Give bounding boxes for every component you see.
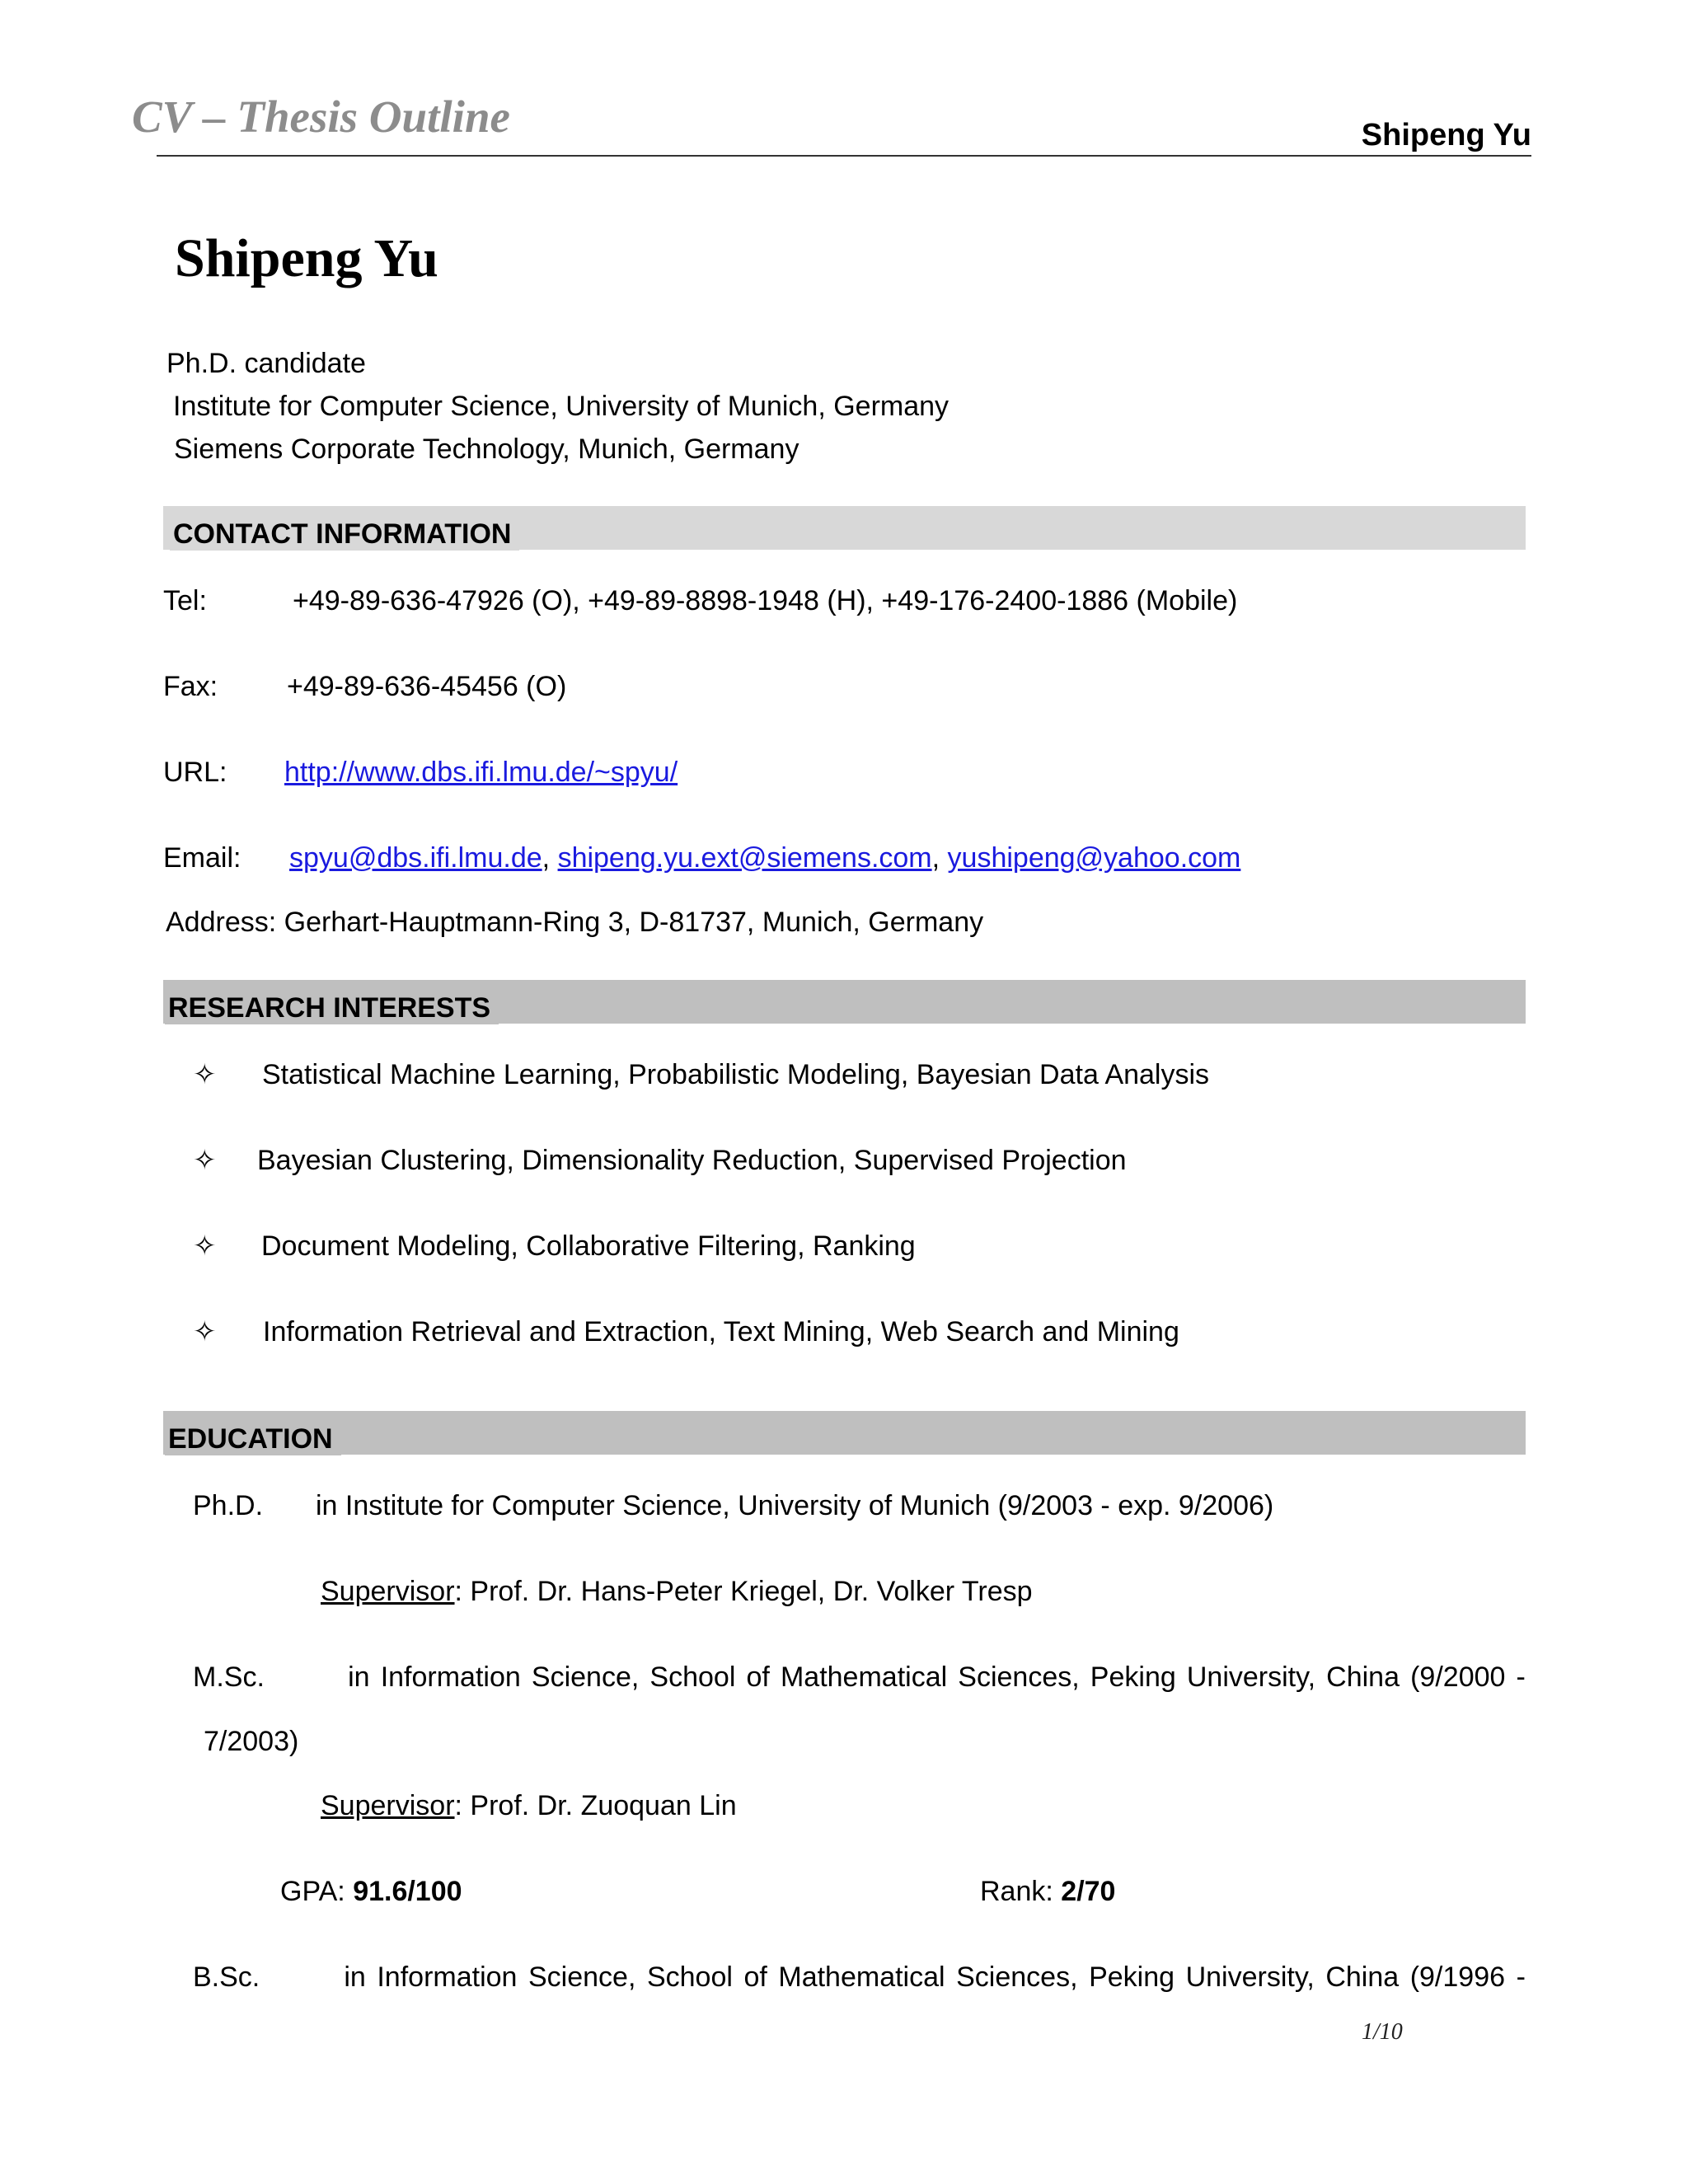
degree-spacer — [275, 1661, 337, 1694]
msc-word: Peking — [1090, 1661, 1176, 1693]
rank-label: Rank: — [980, 1876, 1053, 1907]
rank-line — [980, 1875, 1115, 1908]
msc-word: University, — [1186, 1661, 1316, 1693]
bsc-word: (9/1996 — [1409, 1961, 1506, 1993]
phd-degree: Ph.D. — [193, 1490, 264, 1521]
phd-supervisor-line — [321, 1575, 1033, 1608]
msc-word: - — [1516, 1661, 1526, 1693]
email-label: Email: — [163, 842, 241, 874]
gpa-line — [280, 1875, 462, 1908]
bsc-word: Information — [377, 1961, 518, 1993]
supervisor-colon: : — [454, 1576, 462, 1607]
phd-text: in Institute for Computer Science, University of Munich (9/2003 - exp. 9/2006) — [316, 1490, 1274, 1521]
email-separator: , — [542, 842, 551, 874]
research-item: Bayesian Clustering, Dimensionality Reduction, Supervised Projection — [257, 1145, 1127, 1176]
msc-supervisor-line — [321, 1789, 737, 1822]
supervisor-label: Supervisor — [321, 1790, 455, 1821]
msc-word: (9/2000 — [1410, 1661, 1506, 1693]
research-item: Document Modeling, Collaborative Filtering, Ranking — [261, 1230, 916, 1262]
msc-word: of — [746, 1661, 770, 1693]
affiliation-line: Institute for Computer Science, University of Munich, Germany — [173, 391, 950, 422]
research-item: Information Retrieval and Extraction, Text Mining, Web Search and Mining — [263, 1316, 1179, 1347]
msc-word: Science, — [531, 1661, 640, 1693]
bsc-word: Sciences, — [956, 1961, 1078, 1993]
education-section-bar — [163, 1411, 1526, 1455]
msc-word: in — [348, 1661, 370, 1693]
gpa-value: 91.6/100 — [353, 1876, 462, 1907]
bsc-word: of — [743, 1961, 767, 1993]
bsc-word: - — [1516, 1961, 1526, 1993]
page-number: 1/10 — [1362, 2019, 1403, 2045]
msc-line — [193, 1661, 1526, 1694]
running-title: CV – Thesis Outline — [132, 91, 510, 142]
bsc-word: in — [344, 1961, 366, 1993]
tel-label: Tel: — [163, 585, 207, 616]
email-link[interactable]: spyu@dbs.ifi.lmu.de — [289, 842, 542, 874]
msc-degree: M.Sc. — [193, 1661, 265, 1693]
email-separator: , — [931, 842, 940, 874]
star-bullet-icon: ✧ — [193, 1230, 217, 1262]
fax-value: +49-89-636-45456 (O) — [287, 671, 567, 702]
research-section-bar — [163, 980, 1526, 1024]
contact-section-bar — [163, 506, 1526, 550]
address-label: Address: — [166, 907, 277, 938]
star-bullet-icon: ✧ — [193, 1145, 217, 1176]
supervisor-colon: : — [454, 1790, 462, 1821]
msc-word: Mathematical — [780, 1661, 948, 1693]
msc-word: China — [1326, 1661, 1400, 1693]
email-list — [289, 841, 1240, 874]
gpa-label: GPA: — [280, 1876, 345, 1907]
header-rule — [157, 155, 1531, 157]
degree-spacer — [271, 1961, 333, 1994]
rank-value: 2/70 — [1061, 1876, 1116, 1907]
running-header-name: Shipeng Yu — [1361, 118, 1531, 152]
phd-supervisor: Prof. Dr. Hans-Peter Kriegel, Dr. Volker Tresp — [470, 1576, 1033, 1607]
research-item: Statistical Machine Learning, Probabilistic Modeling, Bayesian Data Analysis — [262, 1059, 1210, 1090]
msc-word: Sciences, — [958, 1661, 1080, 1693]
url-label: URL: — [163, 757, 227, 788]
bsc-word: Peking — [1089, 1961, 1175, 1993]
bsc-word: University, — [1185, 1961, 1315, 1993]
research-heading: RESEARCH INTERESTS — [165, 991, 499, 1024]
bsc-line — [193, 1961, 1526, 1994]
msc-word: School — [649, 1661, 736, 1693]
star-bullet-icon: ✧ — [193, 1059, 217, 1090]
affiliation-line: Ph.D. candidate — [166, 348, 366, 379]
address-line — [166, 906, 983, 939]
email-link[interactable]: shipeng.yu.ext@siemens.com — [557, 842, 932, 874]
education-heading: EDUCATION — [165, 1422, 341, 1455]
msc-word: Information — [380, 1661, 521, 1693]
affiliation-line: Siemens Corporate Technology, Munich, Germany — [174, 434, 799, 465]
msc-text-continued: 7/2003) — [204, 1726, 299, 1757]
contact-heading: CONTACT INFORMATION — [170, 518, 519, 551]
homepage-link[interactable]: http://www.dbs.ifi.lmu.de/~spyu/ — [284, 757, 678, 788]
supervisor-label: Supervisor — [321, 1576, 455, 1607]
star-bullet-icon: ✧ — [193, 1316, 217, 1347]
bsc-word: School — [646, 1961, 733, 1993]
address-value: Gerhart-Hauptmann-Ring 3, D-81737, Munich, Germany — [284, 907, 984, 938]
bsc-word: Mathematical — [778, 1961, 945, 1993]
bsc-word: Science, — [528, 1961, 636, 1993]
cv-name-title: Shipeng Yu — [175, 228, 438, 288]
email-link[interactable]: yushipeng@yahoo.com — [947, 842, 1241, 874]
tel-value: +49-89-636-47926 (O), +49-89-8898-1948 (H), +49-176-2400-1886 (Mobile) — [293, 585, 1238, 616]
msc-supervisor: Prof. Dr. Zuoquan Lin — [470, 1790, 737, 1821]
bsc-degree: B.Sc. — [193, 1961, 260, 1993]
fax-label: Fax: — [163, 671, 218, 702]
bsc-word: China — [1325, 1961, 1400, 1993]
